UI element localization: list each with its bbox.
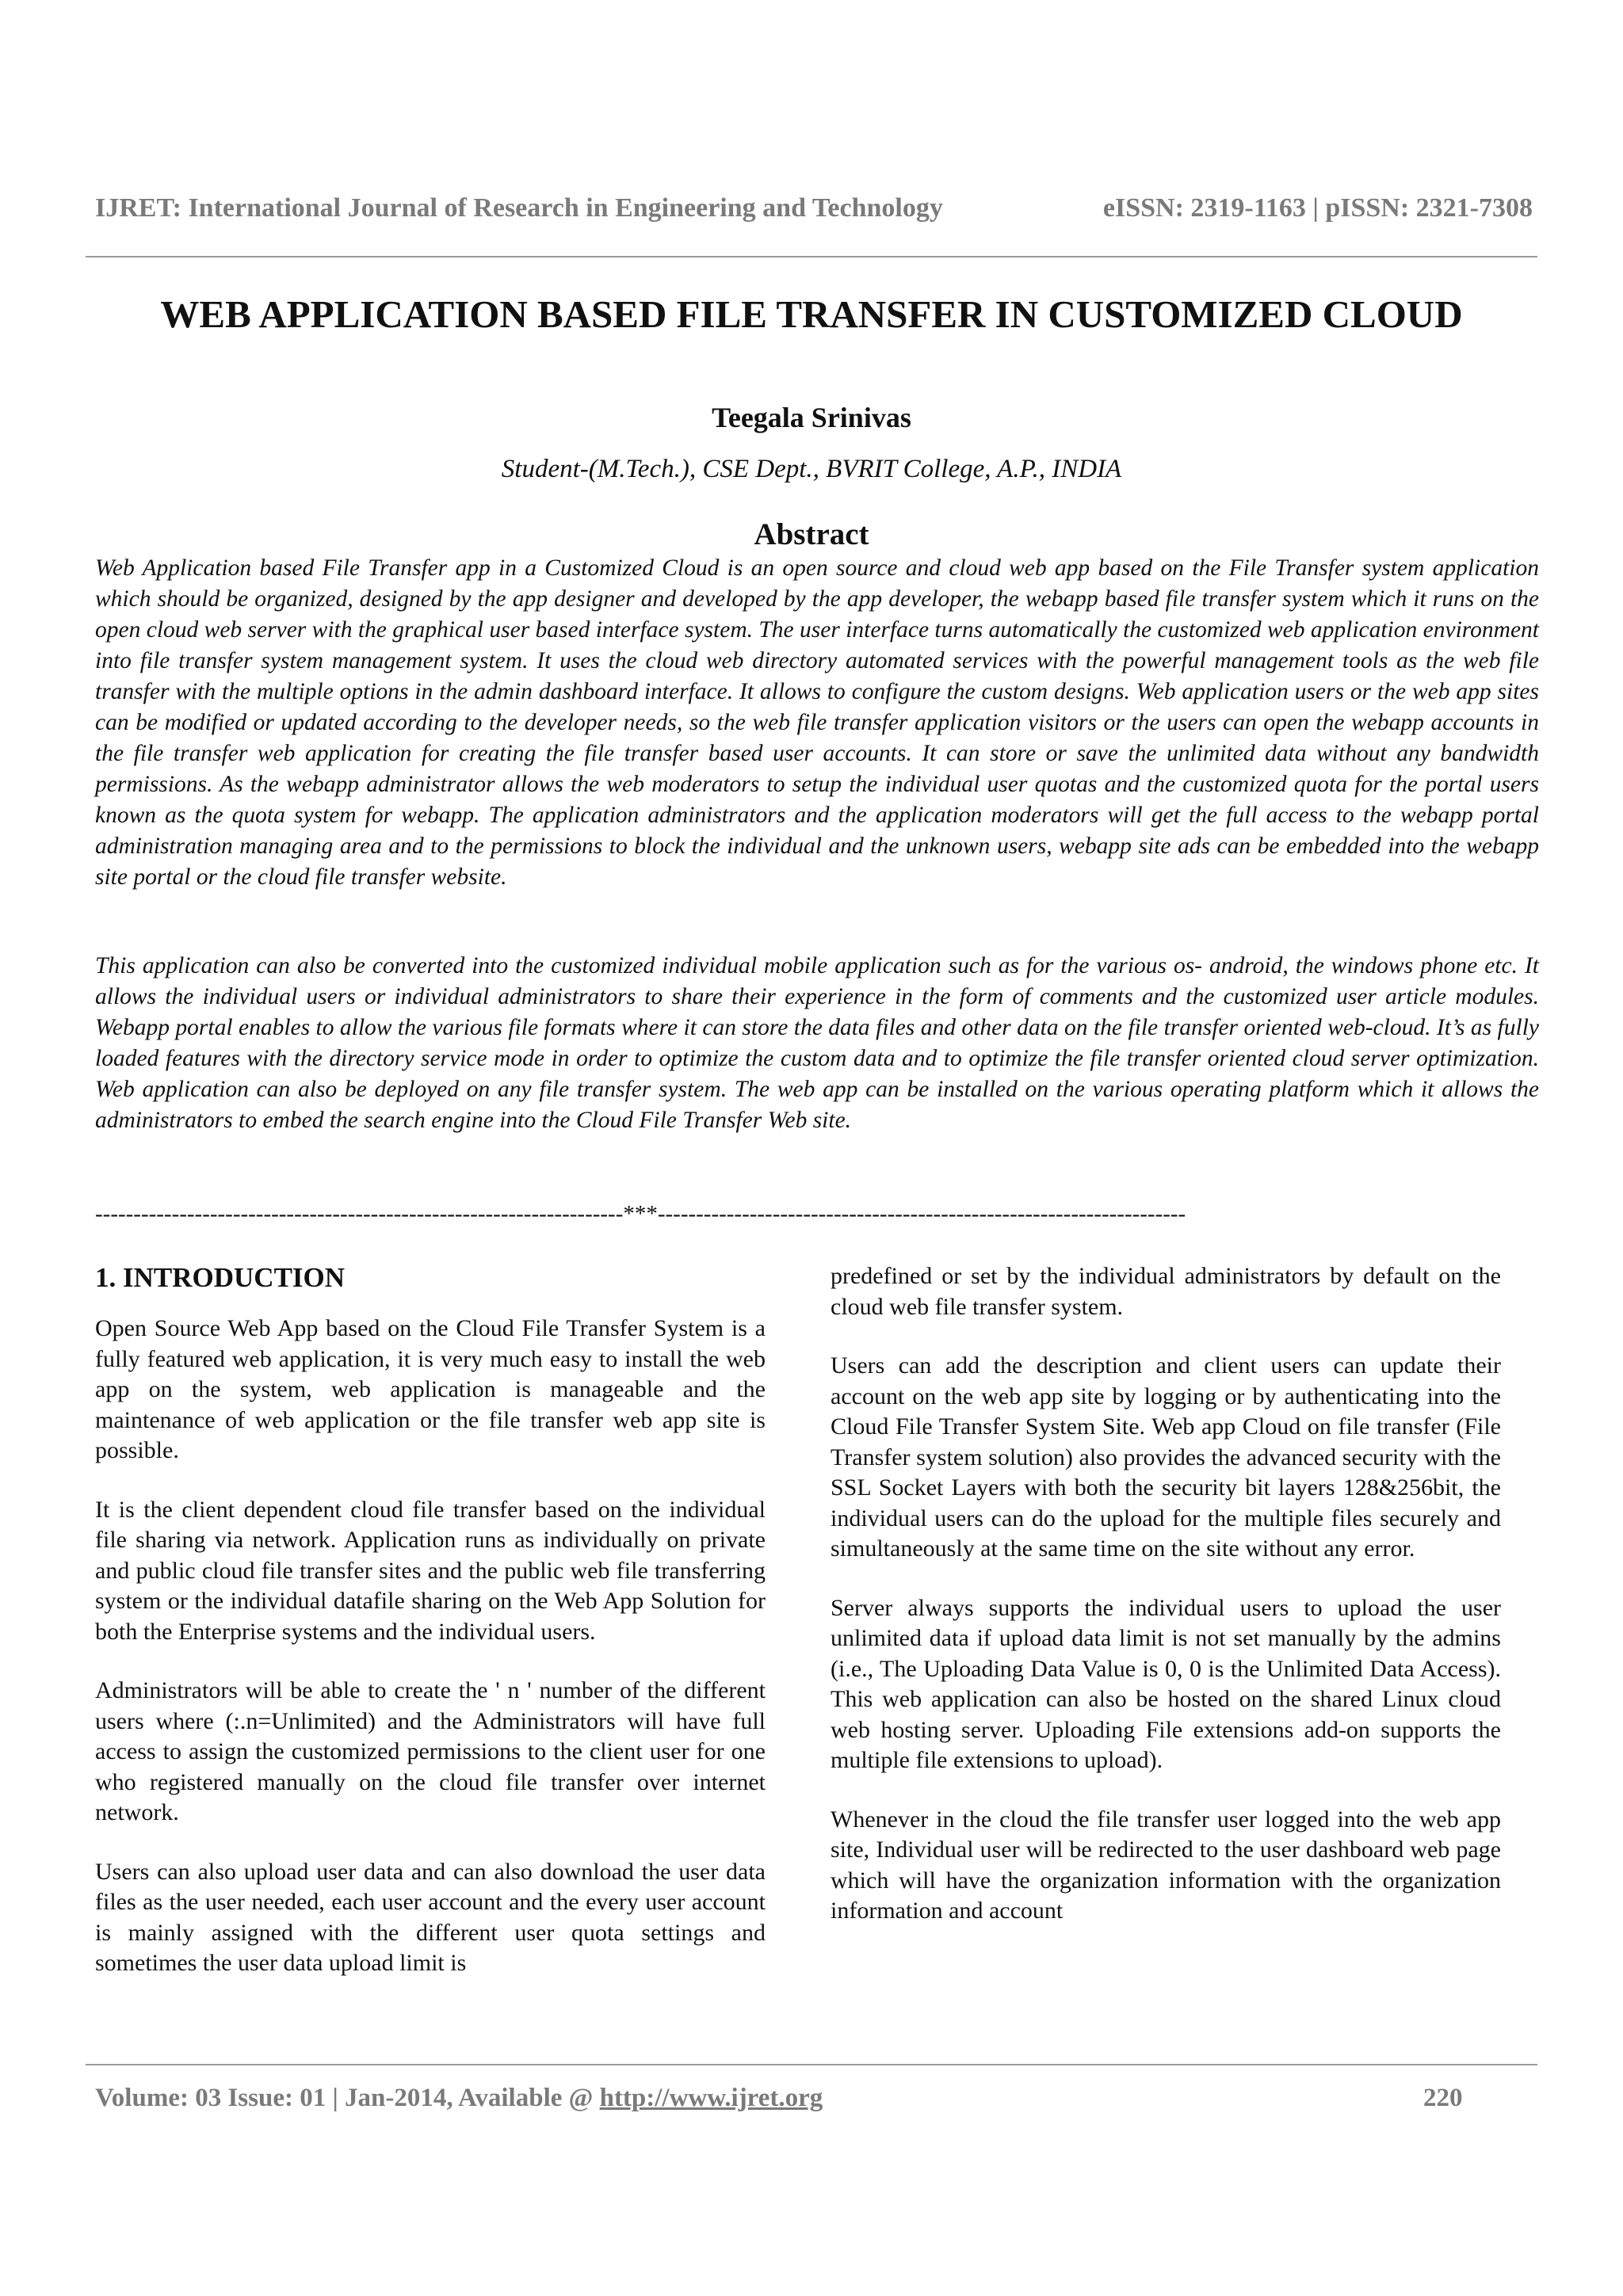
page-number: 220 [1423,2084,1463,2112]
body-paragraph: Users can also upload user data and can also download the user data files as the user needed, each user account and the every user account is mainly assigned with the different user quota settings and sometimes the user data upload limit is [95,1858,766,1976]
left-column [95,1261,766,2008]
body-paragraph: It is the client dependent cloud file transfer based on the individual file sharing via network. Application runs as individually on private and public cloud file transfer sites and the public web file transferring system or the individual datafile sharing on the Web App Solution for both the Enterprise systems and the individual users. [95,1496,766,1645]
journal-name: IJRET: International Journal of Research in Engineering and Technology [95,193,943,223]
section-heading: 1. INTRODUCTION [95,1262,346,1293]
issn-info: eISSN: 2319-1163 | pISSN: 2321-7308 [1102,193,1533,223]
section-separator: ---------------------------------------------------------------------***--------------------------------------------------------------------- [95,1201,1186,1226]
body-paragraph: Open Source Web App based on the Cloud File Transfer System is a fully featured web application, it is very much easy to install the web app on the system, web application is manageable and the maintenance of web application or the file transfer web app site is possible. [95,1315,766,1463]
journal-link[interactable]: http://www.ijret.org [599,2084,823,2112]
body-paragraph: Whenever in the cloud the file transfer user logged into the web app site, Individual user will be redirected to the user dashboard web page which will have the organization information with the organization information and account [831,1806,1501,1924]
footer-volume-text: Volume: 03 Issue: 01 | Jan-2014, Available @ [95,2084,600,2112]
author-name: Teegala Srinivas [712,402,911,433]
footer-rule [86,2064,1537,2065]
header-rule [86,256,1537,257]
paper-title: WEB APPLICATION BASED FILE TRANSFER IN CUSTOMIZED CLOUD [160,292,1463,336]
body-paragraph: Server always supports the individual users to upload the user unlimited data if upload data limit is not set manually by the admins (i.e., The Uploading Data Value is 0, 0 is the Unlimited Data Access). This web application can also be hosted on the shared Linux cloud web hosting server. Uploading File extensions add-on supports the multiple file extensions to upload). [831,1594,1501,1773]
author-affiliation: Student-(M.Tech.), CSE Dept., BVRIT College, A.P., INDIA [501,455,1122,483]
abstract-paragraph: This application can also be converted into the customized individual mobile application such as for the various os- android, the windows phone etc. It allows the individual users or individual administrators to share their experience in the form of comments and the customized user article modules. Webapp portal enables to allow the various file formats where it can store the data files and other data on the file transfer oriented web-cloud. It’s as fully loaded features with the directory service mode in order to optimize the custom data and to optimize the file transfer oriented cloud server optimization. Web application can also be deployed on any file transfer system. The web app can be installed on the various operating platform which it allows the administrators to embed the search engine into the Cloud File Transfer Web site. [95,953,1539,1133]
footer-volume [95,2084,823,2113]
body-paragraph: Users can add the description and client users can update their account on the web app site by logging or by authenticating into the Cloud File Transfer System Site. Web app Cloud on file transfer (File Transfer system solution) also provides the advanced security with the SSL Socket Layers with both the security bit layers 128&256bit, the individual users can do the upload for the multiple files securely and simultaneously at the same time on the site without any error. [831,1352,1501,1562]
right-column [831,1261,1501,1955]
body-paragraph: Administrators will be able to create the ' n ' number of the different users where (:.n=Unlimited) and the Administrators will have full access to assign the customized permissions to the client user for one who registered manually on the cloud file transfer over internet network. [95,1677,766,1825]
body-paragraph: predefined or set by the individual administrators by default on the cloud web file transfer system. [831,1263,1501,1320]
abstract-paragraph: Web Application based File Transfer app in a Customized Cloud is an open source and cloud web app based on the File Transfer system application which should be organized, designed by the app designer and developed by the app developer, the webapp based file transfer system which it runs on the open cloud web server with the graphical user based interface system. The user interface turns automatically the customized web application environment into file transfer system management system. It uses the cloud web directory automated services with the powerful management tools as the web file transfer with the multiple options in the admin dashboard interface. It allows to configure the custom designs. Web application users or the web app sites can be modified or updated according to the developer needs, so the web file transfer application visitors or the users can open the webapp accounts in the file transfer web application for creating the file transfer based user accounts. It can store or save the unlimited data without any bandwidth permissions. As the webapp administrator allows the web moderators to setup the individual user quotas and the customized quota for the portal users known as the quota system for webapp. The application administrators and the application moderators will get the full access to the webapp portal administration managing area and to the permissions to block the individual and the unknown users, webapp site ads can be embedded into the webapp site portal or the cloud file transfer website. [95,555,1539,890]
abstract-heading: Abstract [754,517,869,551]
